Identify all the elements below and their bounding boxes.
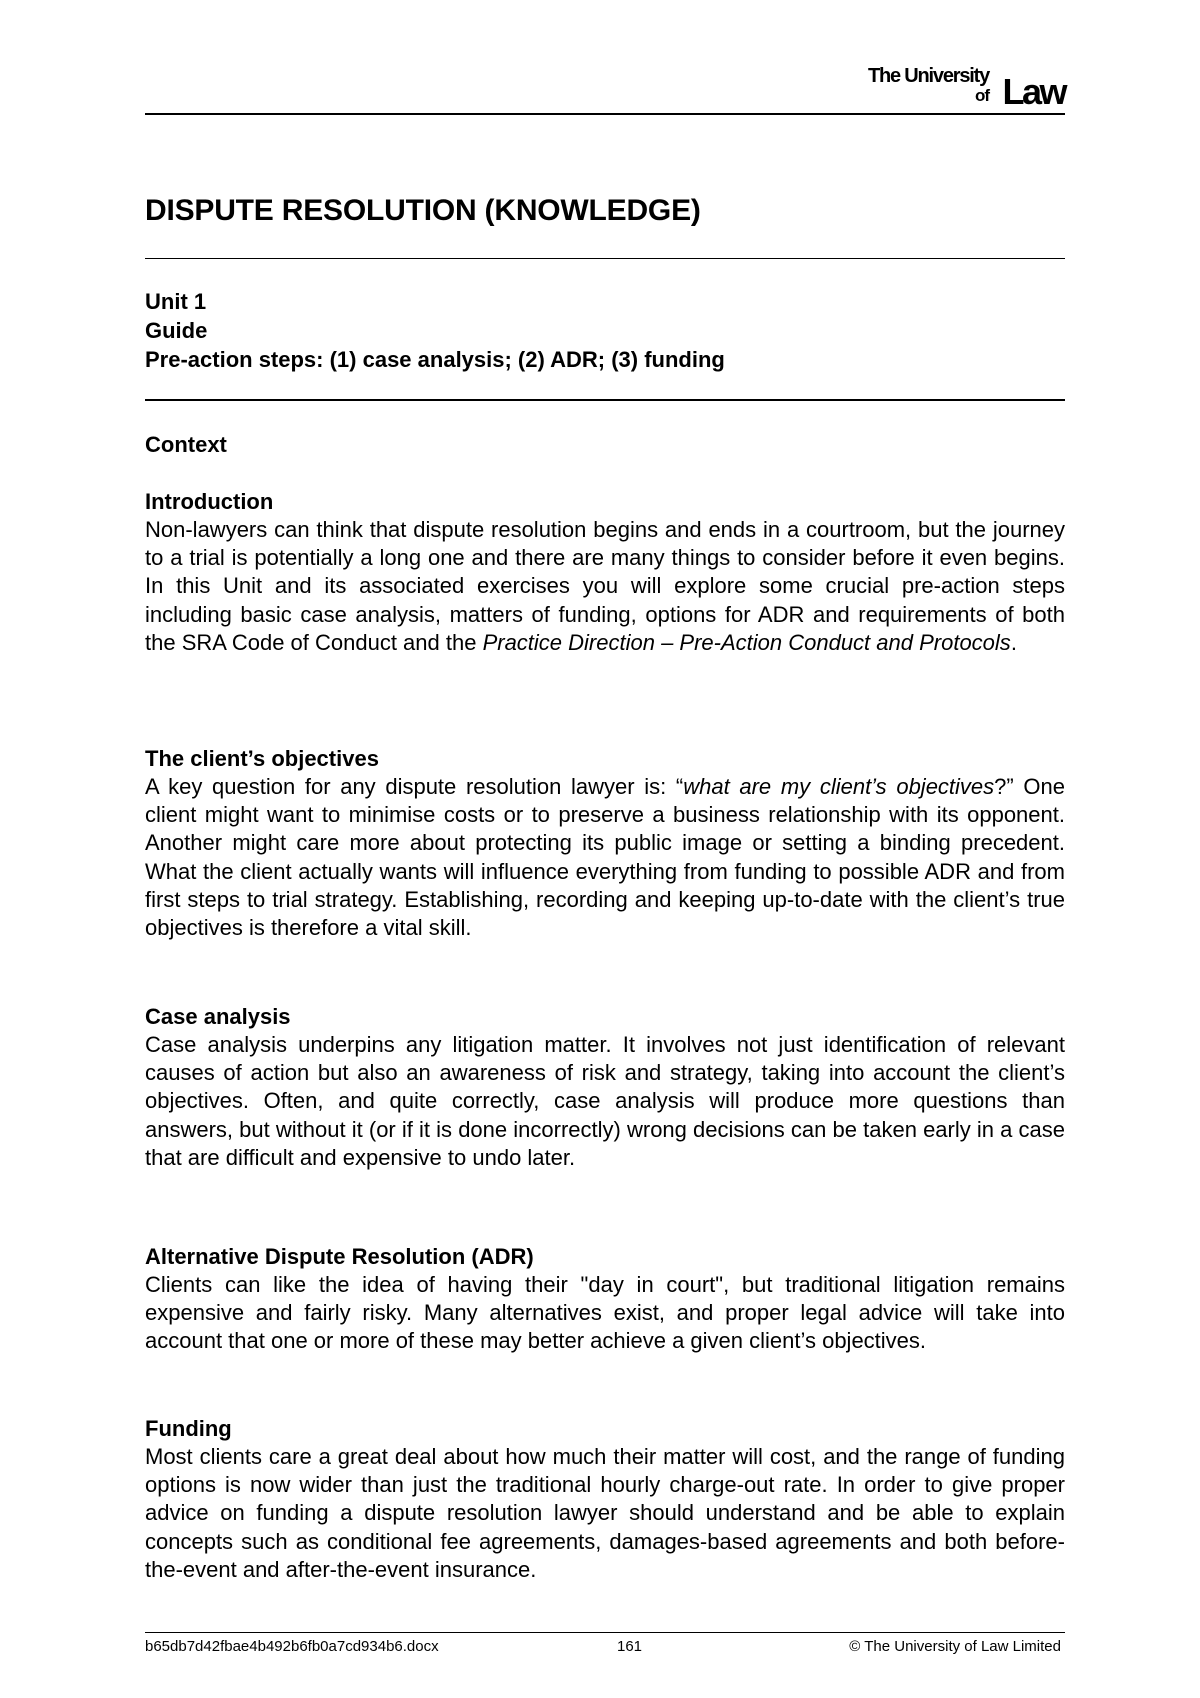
- unit-divider: [145, 399, 1065, 401]
- section-heading: Funding: [145, 1416, 232, 1441]
- body-text: ?” One client might want to minimise costs or to preserve a business relationship with its opponent. Another might care more about protecting its public image or setting a binding precedent. What the client actually wants will influence everything from funding to possible ADR and from first steps to trial strategy. Establishing, recording and keeping up-to-date with the client’s true objectives is therefore a vital skill.: [145, 774, 1065, 941]
- section-body: [145, 516, 1065, 657]
- section-objectives: [145, 745, 1065, 942]
- unit-label: Unit 1: [145, 289, 207, 314]
- section-heading: Introduction: [145, 489, 274, 514]
- context-heading: Context: [145, 432, 227, 457]
- body-text: A key question for any dispute resolution lawyer is: “: [145, 774, 684, 799]
- unit-type: Guide: [145, 318, 208, 343]
- logo-line-1: The University: [867, 65, 989, 87]
- section-introduction: [145, 488, 1065, 657]
- italic-question: what are my client’s objectives: [683, 774, 995, 799]
- section-case-analysis: [145, 1003, 1065, 1172]
- body-text: Non-lawyers can think that dispute resolution begins and ends in a courtroom, but the journey to a trial is potentially a long one and there are many things to consider before it even begins. In this Unit and its associated exercises you will explore some crucial pre-action steps including basic case analysis, matters of funding, options for ADR and requirements of both the SRA Code of Conduct and the: [145, 517, 1065, 655]
- header-divider: [145, 113, 1065, 115]
- logo-line-3: Law: [1002, 71, 1065, 112]
- section-heading: The client’s objectives: [145, 746, 379, 771]
- title-divider: [145, 258, 1065, 259]
- section-body: Most clients care a great deal about how much their matter will cost, and the range of funding options is now wider than just the traditional hourly charge-out rate. In order to give proper advice on funding a dispute resolution lawyer should understand and be able to explain concepts such as conditional fee agreements, damages-based agreements and both before-the-event and after-the-event insurance.: [145, 1444, 1065, 1582]
- university-logo: [855, 66, 1065, 110]
- footer-divider: [145, 1632, 1065, 1633]
- italic-reference: Practice Direction – Pre-Action Conduct and Protocols: [482, 629, 1011, 655]
- document-title: DISPUTE RESOLUTION (KNOWLEDGE): [145, 194, 701, 227]
- section-heading: Case analysis: [145, 1004, 291, 1029]
- body-text: .: [1010, 629, 1017, 655]
- footer-filename: b65db7d42fbae4b492b6fb0a7cd934b6.docx: [145, 1638, 439, 1655]
- footer-copyright: © The University of Law Limited: [849, 1638, 1061, 1655]
- section-heading: Alternative Dispute Resolution (ADR): [145, 1244, 534, 1269]
- section-body: Clients can like the idea of having their "day in court", but traditional litigation remains expensive and fairly risky. Many alternatives exist, and proper legal advice will take into account that one or more of these may better achieve a given client’s objectives.: [145, 1272, 1065, 1354]
- unit-block: [145, 287, 1065, 374]
- unit-subtitle: Pre-action steps: (1) case analysis; (2) ADR; (3) funding: [145, 347, 725, 372]
- section-adr: [145, 1243, 1065, 1356]
- section-funding: [145, 1415, 1065, 1584]
- section-body: [145, 773, 1065, 942]
- section-body: Case analysis underpins any litigation matter. It involves not just identification of relevant causes of action but also an awareness of risk and strategy, taking into account the client’s objectives. Often, and quite correctly, case analysis will produce more questions than answers, but without it (or if it is done incorrectly) wrong decisions can be taken early in a case that are difficult and expensive to undo later.: [145, 1032, 1065, 1170]
- logo-line-2: of: [974, 86, 989, 105]
- footer-page-number: 161: [617, 1638, 643, 1655]
